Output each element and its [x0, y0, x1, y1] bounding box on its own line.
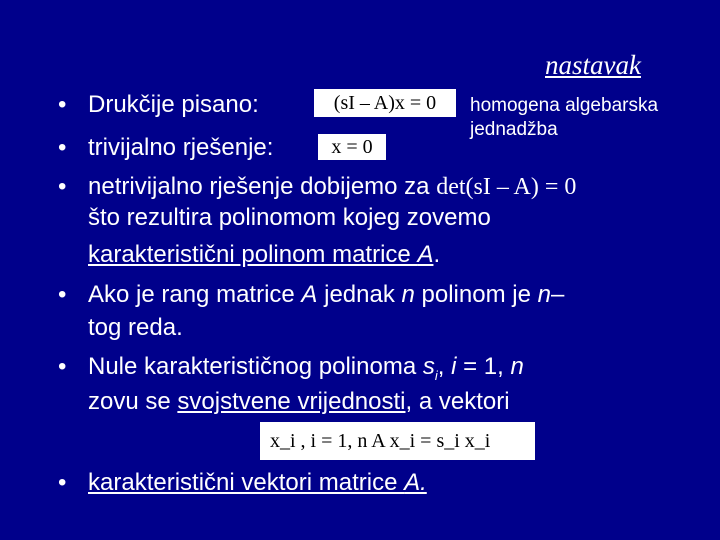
bullet-4-line-1: Ako je rang matrice A jednak n polinom je n–	[88, 281, 565, 308]
equation-eigenvectors	[260, 422, 535, 460]
determinant-equation: det(sI – A) = 0	[436, 174, 577, 200]
bullet-2-text: trivijalno rješenje:	[88, 134, 274, 161]
bullet-3-line-3: karakteristični polinom matrice A.	[88, 241, 441, 268]
bullet-marker: •	[58, 469, 67, 496]
term-characteristic-polynomial: karakteristični polinom matrice A	[88, 241, 434, 268]
term-eigenvalues: svojstvene vrijednosti	[177, 388, 406, 415]
bullet-5-line-2: zovu se svojstvene vrijednosti, a vektori	[88, 388, 510, 415]
equation-text: (sI – A)x = 0	[333, 92, 437, 114]
equation-homogeneous	[314, 89, 456, 117]
bullet-4-line-2: tog reda.	[88, 314, 183, 341]
bullet-marker: •	[58, 91, 67, 118]
bullet-1-text: Drukčije pisano:	[88, 91, 259, 118]
slide-title: nastavak	[545, 50, 641, 80]
bullet-3-text: netrivijalno rješenje dobijemo za	[88, 173, 437, 200]
equation-trivial	[318, 134, 386, 160]
note-line: homogena algebarska	[470, 95, 659, 116]
note-line: jednadžba	[470, 119, 558, 140]
equation-text: x_i , i = 1, n A x_i = s_i x_i	[270, 430, 491, 452]
bullet-marker: •	[58, 353, 67, 380]
bullet-3-line-1	[88, 172, 576, 202]
bullet-marker: •	[58, 173, 67, 200]
bullet-6-text	[88, 468, 427, 498]
equation-text: x = 0	[331, 136, 373, 158]
bullet-3-line-2: što rezultira polinomom kojeg zovemo	[88, 204, 491, 231]
term-characteristic-vectors: karakteristični vektori matrice A.	[88, 469, 427, 496]
bullet-marker: •	[58, 134, 67, 161]
homogeneous-equation-note	[470, 94, 658, 142]
bullet-marker: •	[58, 281, 67, 308]
bullet-5-line-1: Nule karakterističnog polinoma $s_i$, i = 1, n	[88, 353, 524, 383]
